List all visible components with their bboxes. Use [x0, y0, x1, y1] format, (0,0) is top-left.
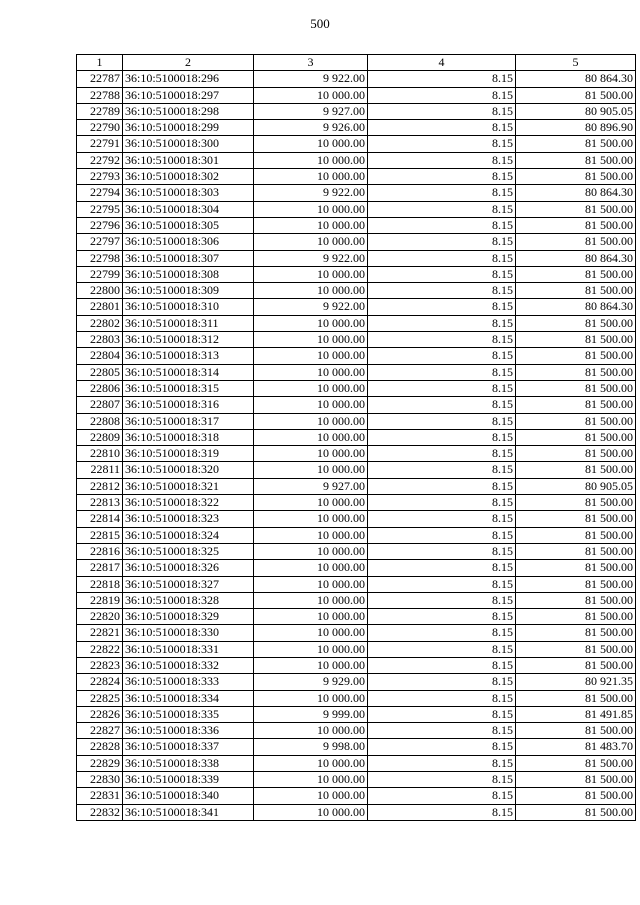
- row-number-cell: 22807: [77, 397, 123, 413]
- area-cell: 10 000.00: [254, 152, 368, 168]
- row-number-cell: 22788: [77, 87, 123, 103]
- area-cell: 9 927.00: [254, 478, 368, 494]
- row-number-cell: 22799: [77, 266, 123, 282]
- table-row: [77, 674, 636, 690]
- table-row: [77, 71, 636, 87]
- rate-cell: 8.15: [368, 152, 516, 168]
- row-number-cell: 22829: [77, 755, 123, 771]
- area-cell: 10 000.00: [254, 641, 368, 657]
- area-cell: 10 000.00: [254, 380, 368, 396]
- table-row: [77, 723, 636, 739]
- rate-cell: 8.15: [368, 804, 516, 820]
- cadastral-number-cell: 36:10:5100018:310: [123, 299, 254, 315]
- rate-cell: 8.15: [368, 478, 516, 494]
- rate-cell: 8.15: [368, 299, 516, 315]
- table-row: [77, 560, 636, 576]
- row-number-cell: 22817: [77, 560, 123, 576]
- cadastral-number-cell: 36:10:5100018:322: [123, 495, 254, 511]
- area-cell: 10 000.00: [254, 772, 368, 788]
- area-cell: 10 000.00: [254, 723, 368, 739]
- cadastral-number-cell: 36:10:5100018:339: [123, 772, 254, 788]
- amount-cell: 81 500.00: [516, 217, 636, 233]
- rate-cell: 8.15: [368, 543, 516, 559]
- row-number-cell: 22824: [77, 674, 123, 690]
- area-cell: 10 000.00: [254, 332, 368, 348]
- rate-cell: 8.15: [368, 739, 516, 755]
- area-cell: 10 000.00: [254, 788, 368, 804]
- table-row: [77, 397, 636, 413]
- cadastral-number-cell: 36:10:5100018:300: [123, 136, 254, 152]
- amount-cell: 81 500.00: [516, 772, 636, 788]
- area-cell: 10 000.00: [254, 511, 368, 527]
- cadastral-number-cell: 36:10:5100018:305: [123, 217, 254, 233]
- table-row: [77, 495, 636, 511]
- row-number-cell: 22816: [77, 543, 123, 559]
- amount-cell: 81 500.00: [516, 495, 636, 511]
- row-number-cell: 22828: [77, 739, 123, 755]
- page-number: 500: [310, 16, 330, 31]
- amount-cell: 80 896.90: [516, 120, 636, 136]
- rate-cell: 8.15: [368, 120, 516, 136]
- area-cell: 10 000.00: [254, 560, 368, 576]
- table-row: [77, 657, 636, 673]
- row-number-cell: 22787: [77, 71, 123, 87]
- table-body: [77, 71, 636, 821]
- amount-cell: 81 500.00: [516, 87, 636, 103]
- amount-cell: 81 500.00: [516, 511, 636, 527]
- area-cell: 10 000.00: [254, 169, 368, 185]
- area-cell: 10 000.00: [254, 283, 368, 299]
- row-number-cell: 22810: [77, 446, 123, 462]
- row-number-cell: 22814: [77, 511, 123, 527]
- rate-cell: 8.15: [368, 690, 516, 706]
- amount-cell: 80 864.30: [516, 299, 636, 315]
- cadastral-number-cell: 36:10:5100018:311: [123, 315, 254, 331]
- table-row: [77, 201, 636, 217]
- rate-cell: 8.15: [368, 136, 516, 152]
- amount-cell: 81 500.00: [516, 429, 636, 445]
- table-row: [77, 348, 636, 364]
- amount-cell: 80 864.30: [516, 250, 636, 266]
- amount-cell: 81 500.00: [516, 560, 636, 576]
- cadastral-number-cell: 36:10:5100018:308: [123, 266, 254, 282]
- area-cell: 9 922.00: [254, 185, 368, 201]
- amount-cell: 81 500.00: [516, 625, 636, 641]
- area-cell: 9 922.00: [254, 299, 368, 315]
- area-cell: 9 998.00: [254, 739, 368, 755]
- cadastral-number-cell: 36:10:5100018:337: [123, 739, 254, 755]
- table-row: [77, 185, 636, 201]
- cadastral-number-cell: 36:10:5100018:303: [123, 185, 254, 201]
- cadastral-number-cell: 36:10:5100018:326: [123, 560, 254, 576]
- area-cell: 10 000.00: [254, 364, 368, 380]
- data-table: [76, 54, 636, 821]
- area-cell: 10 000.00: [254, 690, 368, 706]
- rate-cell: 8.15: [368, 185, 516, 201]
- rate-cell: 8.15: [368, 332, 516, 348]
- area-cell: 10 000.00: [254, 397, 368, 413]
- table-row: [77, 625, 636, 641]
- table-row: [77, 380, 636, 396]
- cadastral-number-cell: 36:10:5100018:302: [123, 169, 254, 185]
- row-number-cell: 22818: [77, 576, 123, 592]
- table-row: [77, 299, 636, 315]
- cadastral-number-cell: 36:10:5100018:324: [123, 527, 254, 543]
- table-row: [77, 804, 636, 820]
- area-cell: 10 000.00: [254, 348, 368, 364]
- area-cell: 10 000.00: [254, 625, 368, 641]
- amount-cell: 80 864.30: [516, 185, 636, 201]
- header-cell-4: 4: [368, 55, 516, 71]
- table-row: [77, 217, 636, 233]
- table-row: [77, 755, 636, 771]
- row-number-cell: 22815: [77, 527, 123, 543]
- amount-cell: 81 500.00: [516, 413, 636, 429]
- row-number-cell: 22825: [77, 690, 123, 706]
- area-cell: 10 000.00: [254, 87, 368, 103]
- rate-cell: 8.15: [368, 674, 516, 690]
- cadastral-number-cell: 36:10:5100018:315: [123, 380, 254, 396]
- cadastral-number-cell: 36:10:5100018:299: [123, 120, 254, 136]
- table-row: [77, 739, 636, 755]
- table-row: [77, 543, 636, 559]
- rate-cell: 8.15: [368, 169, 516, 185]
- table-row: [77, 169, 636, 185]
- header-cell-1: 1: [77, 55, 123, 71]
- cadastral-number-cell: 36:10:5100018:313: [123, 348, 254, 364]
- cadastral-number-cell: 36:10:5100018:333: [123, 674, 254, 690]
- amount-cell: 81 500.00: [516, 332, 636, 348]
- table-row: [77, 103, 636, 119]
- row-number-cell: 22827: [77, 723, 123, 739]
- amount-cell: 80 864.30: [516, 71, 636, 87]
- table-row: [77, 462, 636, 478]
- rate-cell: 8.15: [368, 429, 516, 445]
- table-row: [77, 690, 636, 706]
- rate-cell: 8.15: [368, 446, 516, 462]
- amount-cell: 81 500.00: [516, 690, 636, 706]
- rate-cell: 8.15: [368, 283, 516, 299]
- table-row: [77, 592, 636, 608]
- table-row: [77, 446, 636, 462]
- rate-cell: 8.15: [368, 641, 516, 657]
- area-cell: 10 000.00: [254, 413, 368, 429]
- area-cell: 10 000.00: [254, 592, 368, 608]
- cadastral-number-cell: 36:10:5100018:297: [123, 87, 254, 103]
- cadastral-number-cell: 36:10:5100018:318: [123, 429, 254, 445]
- cadastral-number-cell: 36:10:5100018:296: [123, 71, 254, 87]
- rate-cell: 8.15: [368, 348, 516, 364]
- area-cell: 10 000.00: [254, 201, 368, 217]
- row-number-cell: 22794: [77, 185, 123, 201]
- cadastral-number-cell: 36:10:5100018:329: [123, 609, 254, 625]
- header-cell-3: 3: [254, 55, 368, 71]
- row-number-cell: 22793: [77, 169, 123, 185]
- cadastral-number-cell: 36:10:5100018:336: [123, 723, 254, 739]
- cadastral-number-cell: 36:10:5100018:307: [123, 250, 254, 266]
- area-cell: 10 000.00: [254, 527, 368, 543]
- cadastral-number-cell: 36:10:5100018:306: [123, 234, 254, 250]
- cadastral-number-cell: 36:10:5100018:309: [123, 283, 254, 299]
- area-cell: 10 000.00: [254, 804, 368, 820]
- row-number-cell: 22806: [77, 380, 123, 396]
- amount-cell: 81 500.00: [516, 364, 636, 380]
- area-cell: 9 999.00: [254, 706, 368, 722]
- row-number-cell: 22823: [77, 657, 123, 673]
- table-row: [77, 609, 636, 625]
- amount-cell: 81 500.00: [516, 234, 636, 250]
- table-row: [77, 234, 636, 250]
- row-number-cell: 22820: [77, 609, 123, 625]
- table-row: [77, 511, 636, 527]
- row-number-cell: 22811: [77, 462, 123, 478]
- row-number-cell: 22813: [77, 495, 123, 511]
- row-number-cell: 22812: [77, 478, 123, 494]
- rate-cell: 8.15: [368, 723, 516, 739]
- amount-cell: 81 500.00: [516, 397, 636, 413]
- amount-cell: 81 500.00: [516, 446, 636, 462]
- rate-cell: 8.15: [368, 380, 516, 396]
- row-number-cell: 22831: [77, 788, 123, 804]
- row-number-cell: 22830: [77, 772, 123, 788]
- cadastral-number-cell: 36:10:5100018:316: [123, 397, 254, 413]
- cadastral-number-cell: 36:10:5100018:327: [123, 576, 254, 592]
- area-cell: 10 000.00: [254, 136, 368, 152]
- rate-cell: 8.15: [368, 413, 516, 429]
- cadastral-number-cell: 36:10:5100018:314: [123, 364, 254, 380]
- cadastral-number-cell: 36:10:5100018:341: [123, 804, 254, 820]
- rate-cell: 8.15: [368, 250, 516, 266]
- cadastral-number-cell: 36:10:5100018:321: [123, 478, 254, 494]
- table-row: [77, 136, 636, 152]
- amount-cell: 81 500.00: [516, 315, 636, 331]
- rate-cell: 8.15: [368, 706, 516, 722]
- amount-cell: 81 500.00: [516, 609, 636, 625]
- row-number-cell: 22795: [77, 201, 123, 217]
- area-cell: 10 000.00: [254, 657, 368, 673]
- row-number-cell: 22808: [77, 413, 123, 429]
- area-cell: 10 000.00: [254, 266, 368, 282]
- rate-cell: 8.15: [368, 71, 516, 87]
- row-number-cell: 22803: [77, 332, 123, 348]
- cadastral-number-cell: 36:10:5100018:331: [123, 641, 254, 657]
- amount-cell: 81 500.00: [516, 201, 636, 217]
- amount-cell: 81 500.00: [516, 723, 636, 739]
- cadastral-number-cell: 36:10:5100018:330: [123, 625, 254, 641]
- rate-cell: 8.15: [368, 234, 516, 250]
- area-cell: 10 000.00: [254, 446, 368, 462]
- amount-cell: 81 500.00: [516, 380, 636, 396]
- row-number-cell: 22792: [77, 152, 123, 168]
- rate-cell: 8.15: [368, 657, 516, 673]
- rate-cell: 8.15: [368, 495, 516, 511]
- amount-cell: 81 483.70: [516, 739, 636, 755]
- amount-cell: 81 500.00: [516, 152, 636, 168]
- amount-cell: 81 500.00: [516, 755, 636, 771]
- area-cell: 10 000.00: [254, 429, 368, 445]
- row-number-cell: 22822: [77, 641, 123, 657]
- row-number-cell: 22801: [77, 299, 123, 315]
- area-cell: 10 000.00: [254, 495, 368, 511]
- table-row: [77, 478, 636, 494]
- area-cell: 10 000.00: [254, 609, 368, 625]
- rate-cell: 8.15: [368, 772, 516, 788]
- table-row: [77, 527, 636, 543]
- table-row: [77, 576, 636, 592]
- area-cell: 10 000.00: [254, 234, 368, 250]
- table-row: [77, 429, 636, 445]
- cadastral-number-cell: 36:10:5100018:323: [123, 511, 254, 527]
- header-cell-2: 2: [123, 55, 254, 71]
- amount-cell: 81 500.00: [516, 543, 636, 559]
- row-number-cell: 22826: [77, 706, 123, 722]
- amount-cell: 81 500.00: [516, 348, 636, 364]
- rate-cell: 8.15: [368, 576, 516, 592]
- header-row: [77, 55, 636, 71]
- row-number-cell: 22797: [77, 234, 123, 250]
- cadastral-number-cell: 36:10:5100018:338: [123, 755, 254, 771]
- cadastral-number-cell: 36:10:5100018:325: [123, 543, 254, 559]
- cadastral-number-cell: 36:10:5100018:301: [123, 152, 254, 168]
- row-number-cell: 22802: [77, 315, 123, 331]
- row-number-cell: 22832: [77, 804, 123, 820]
- cadastral-number-cell: 36:10:5100018:319: [123, 446, 254, 462]
- amount-cell: 81 500.00: [516, 136, 636, 152]
- row-number-cell: 22789: [77, 103, 123, 119]
- amount-cell: 81 500.00: [516, 283, 636, 299]
- area-cell: 9 922.00: [254, 250, 368, 266]
- table-row: [77, 641, 636, 657]
- table-row: [77, 283, 636, 299]
- amount-cell: 81 500.00: [516, 641, 636, 657]
- area-cell: 10 000.00: [254, 543, 368, 559]
- area-cell: 10 000.00: [254, 315, 368, 331]
- table-row: [77, 250, 636, 266]
- rate-cell: 8.15: [368, 266, 516, 282]
- row-number-cell: 22790: [77, 120, 123, 136]
- rate-cell: 8.15: [368, 217, 516, 233]
- row-number-cell: 22800: [77, 283, 123, 299]
- amount-cell: 80 905.05: [516, 103, 636, 119]
- table-row: [77, 788, 636, 804]
- rate-cell: 8.15: [368, 788, 516, 804]
- amount-cell: 80 921.35: [516, 674, 636, 690]
- cadastral-number-cell: 36:10:5100018:304: [123, 201, 254, 217]
- header-cell-5: 5: [516, 55, 636, 71]
- cadastral-number-cell: 36:10:5100018:320: [123, 462, 254, 478]
- cadastral-number-cell: 36:10:5100018:312: [123, 332, 254, 348]
- rate-cell: 8.15: [368, 462, 516, 478]
- rate-cell: 8.15: [368, 625, 516, 641]
- table-row: [77, 772, 636, 788]
- cadastral-number-cell: 36:10:5100018:335: [123, 706, 254, 722]
- row-number-cell: 22798: [77, 250, 123, 266]
- amount-cell: 81 500.00: [516, 527, 636, 543]
- table-row: [77, 706, 636, 722]
- rate-cell: 8.15: [368, 560, 516, 576]
- table-row: [77, 364, 636, 380]
- rate-cell: 8.15: [368, 87, 516, 103]
- table-row: [77, 87, 636, 103]
- amount-cell: 81 500.00: [516, 788, 636, 804]
- cadastral-number-cell: 36:10:5100018:298: [123, 103, 254, 119]
- area-cell: 10 000.00: [254, 755, 368, 771]
- table-row: [77, 413, 636, 429]
- amount-cell: 81 500.00: [516, 592, 636, 608]
- rate-cell: 8.15: [368, 755, 516, 771]
- amount-cell: 81 500.00: [516, 462, 636, 478]
- cadastral-number-cell: 36:10:5100018:317: [123, 413, 254, 429]
- table-row: [77, 332, 636, 348]
- cadastral-number-cell: 36:10:5100018:332: [123, 657, 254, 673]
- row-number-cell: 22819: [77, 592, 123, 608]
- rate-cell: 8.15: [368, 201, 516, 217]
- area-cell: 9 922.00: [254, 71, 368, 87]
- cadastral-number-cell: 36:10:5100018:334: [123, 690, 254, 706]
- rate-cell: 8.15: [368, 609, 516, 625]
- area-cell: 10 000.00: [254, 576, 368, 592]
- rate-cell: 8.15: [368, 511, 516, 527]
- cadastral-number-cell: 36:10:5100018:328: [123, 592, 254, 608]
- area-cell: 9 926.00: [254, 120, 368, 136]
- amount-cell: 81 500.00: [516, 266, 636, 282]
- area-cell: 10 000.00: [254, 217, 368, 233]
- table-row: [77, 152, 636, 168]
- row-number-cell: 22821: [77, 625, 123, 641]
- rate-cell: 8.15: [368, 103, 516, 119]
- row-number-cell: 22809: [77, 429, 123, 445]
- area-cell: 9 927.00: [254, 103, 368, 119]
- row-number-cell: 22805: [77, 364, 123, 380]
- area-cell: 9 929.00: [254, 674, 368, 690]
- amount-cell: 81 500.00: [516, 657, 636, 673]
- row-number-cell: 22791: [77, 136, 123, 152]
- row-number-cell: 22796: [77, 217, 123, 233]
- amount-cell: 81 491.85: [516, 706, 636, 722]
- table-row: [77, 266, 636, 282]
- rate-cell: 8.15: [368, 315, 516, 331]
- row-number-cell: 22804: [77, 348, 123, 364]
- cadastral-number-cell: 36:10:5100018:340: [123, 788, 254, 804]
- amount-cell: 81 500.00: [516, 804, 636, 820]
- rate-cell: 8.15: [368, 527, 516, 543]
- amount-cell: 81 500.00: [516, 169, 636, 185]
- amount-cell: 81 500.00: [516, 576, 636, 592]
- amount-cell: 80 905.05: [516, 478, 636, 494]
- area-cell: 10 000.00: [254, 462, 368, 478]
- rate-cell: 8.15: [368, 397, 516, 413]
- rate-cell: 8.15: [368, 364, 516, 380]
- table-row: [77, 120, 636, 136]
- table-row: [77, 315, 636, 331]
- rate-cell: 8.15: [368, 592, 516, 608]
